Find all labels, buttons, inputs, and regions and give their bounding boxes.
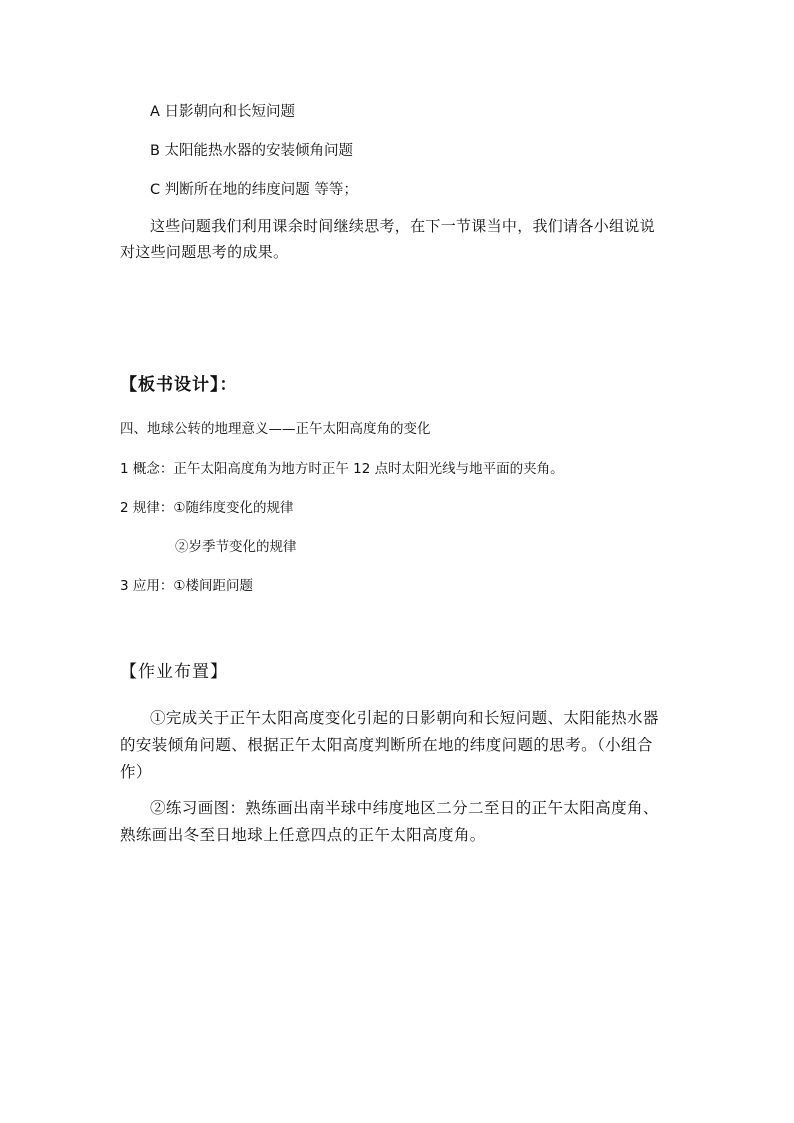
- board-design-title: 四、地球公转的地理意义——正午太阳高度角的变化: [120, 421, 431, 437]
- homework-heading: 【作业布置】: [120, 662, 228, 682]
- board-design-rule-1: 2 规律：①随纬度变化的规律: [120, 500, 294, 516]
- board-design-application: 3 应用：①楼间距问题: [120, 578, 253, 594]
- option-b: B 太阳能热水器的安装倾角问题: [150, 143, 354, 159]
- board-design-rule-2: ②岁季节变化的规律: [175, 539, 297, 555]
- option-a: A 日影朝向和长短问题: [150, 104, 296, 120]
- intro-paragraph: 这些问题我们利用课余时间继续思考，在下一节课当中，我们请各小组说说对这些问题思考的成果。: [120, 217, 655, 261]
- option-c: C 判断所在地的纬度问题 等等；: [150, 182, 358, 198]
- homework-item-1: ①完成关于正午太阳高度变化引起的日影朝向和长短问题、太阳能热水器的安装倾角问题、根据正午太阳高度判断所在地的纬度问题的思考。（小组合作）: [120, 709, 659, 781]
- homework-item-2: ②练习画图：熟练画出南半球中纬度地区二分二至日的正午太阳高度角、熟练画出冬至日地球上任意四点的正午太阳高度角。: [120, 799, 659, 844]
- board-design-concept: 1 概念：正午太阳高度角为地方时正午 12 点时太阳光线与地平面的夹角。: [120, 461, 564, 477]
- board-design-heading: 【板书设计】：: [120, 375, 238, 395]
